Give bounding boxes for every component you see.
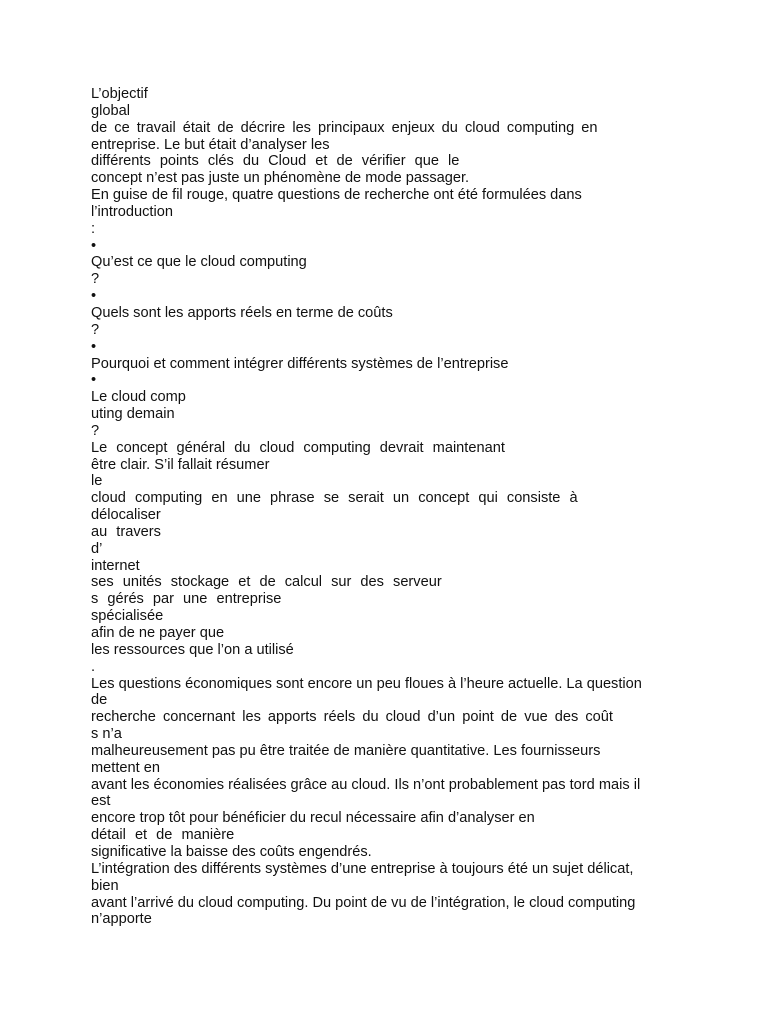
text-line: de ce travail était de décrire les principaux enjeux du cloud computing en bbox=[91, 119, 598, 136]
text-line: au travers bbox=[91, 523, 161, 540]
text-line: n’apporte bbox=[91, 911, 152, 928]
text-line: spécialisée bbox=[91, 608, 164, 625]
text-line: Quels sont les apports réels en terme de coûts bbox=[91, 304, 393, 321]
text-line: les ressources que l’on a utilisé bbox=[91, 641, 294, 658]
text-line: l’introduction bbox=[91, 203, 173, 220]
text-line: : bbox=[91, 220, 96, 237]
text-line: Le concept général du cloud computing devrait maintenant bbox=[91, 439, 505, 456]
text-line: s n’a bbox=[91, 726, 122, 743]
text-line: ? bbox=[91, 422, 100, 439]
text-line: Pourquoi et comment intégrer différents systèmes de l’entreprise bbox=[91, 355, 509, 372]
text-line: Qu’est ce que le cloud computing bbox=[91, 254, 307, 271]
text-line: Les questions économiques sont encore un peu floues à l’heure actuelle. La question bbox=[91, 675, 642, 692]
text-line: global bbox=[91, 102, 130, 119]
text-line: ses unités stockage et de calcul sur des serveur bbox=[91, 574, 442, 591]
text-line: En guise de fil rouge, quatre questions de recherche ont été formulées dans bbox=[91, 187, 582, 204]
text-line: Le cloud comp bbox=[91, 389, 186, 406]
bullet: • bbox=[91, 372, 97, 389]
text-line: encore trop tôt pour bénéficier du recul nécessaire afin d’analyser en bbox=[91, 810, 535, 827]
text-line: uting demain bbox=[91, 406, 175, 423]
text-line: afin de ne payer que bbox=[91, 625, 225, 641]
text-line: mettent en bbox=[91, 759, 160, 776]
text-line: délocaliser bbox=[91, 507, 161, 524]
text-line: cloud computing en une phrase se serait un concept qui consiste à bbox=[91, 490, 578, 507]
text-line: bien bbox=[91, 877, 119, 894]
text-line: entreprise. Le but était d’analyser les bbox=[91, 136, 330, 153]
text-line: détail et de manière bbox=[91, 827, 235, 844]
text-line: L’objectif bbox=[91, 86, 148, 102]
text-line: L’intégration des différents systèmes d’une entreprise à toujours été un sujet délicat, bbox=[91, 860, 634, 877]
text-line: s gérés par une entreprise bbox=[91, 591, 282, 608]
text-line: le bbox=[91, 473, 103, 490]
text-line: ? bbox=[91, 321, 100, 338]
document-page bbox=[91, 86, 681, 928]
text-line: être clair. S’il fallait résumer bbox=[91, 456, 270, 473]
text-line: significative la baisse des coûts engendrés. bbox=[91, 843, 372, 860]
text-line: avant les économies réalisées grâce au cloud. Ils n’ont probablement pas tord mais il bbox=[91, 776, 641, 793]
text-line: est bbox=[91, 793, 111, 810]
text-line: ? bbox=[91, 271, 100, 288]
text-line: internet bbox=[91, 557, 140, 574]
bullet: • bbox=[91, 338, 97, 355]
text-line: avant l’arrivé du cloud computing. Du point de vu de l’intégration, le cloud computing bbox=[91, 894, 636, 911]
text-line: de bbox=[91, 692, 108, 709]
text-line: concept n’est pas juste un phénomène de mode passager. bbox=[91, 170, 470, 187]
text-line: malheureusement pas pu être traitée de manière quantitative. Les fournisseurs bbox=[91, 742, 601, 759]
text-line: différents points clés du Cloud et de vérifier que le bbox=[91, 153, 460, 170]
bullet: • bbox=[91, 237, 97, 254]
text-line: recherche concernant les apports réels du cloud d’un point de vue des coût bbox=[91, 709, 613, 726]
bullet: • bbox=[91, 288, 97, 305]
text-line: d’ bbox=[91, 540, 103, 557]
text-line: . bbox=[91, 658, 96, 675]
